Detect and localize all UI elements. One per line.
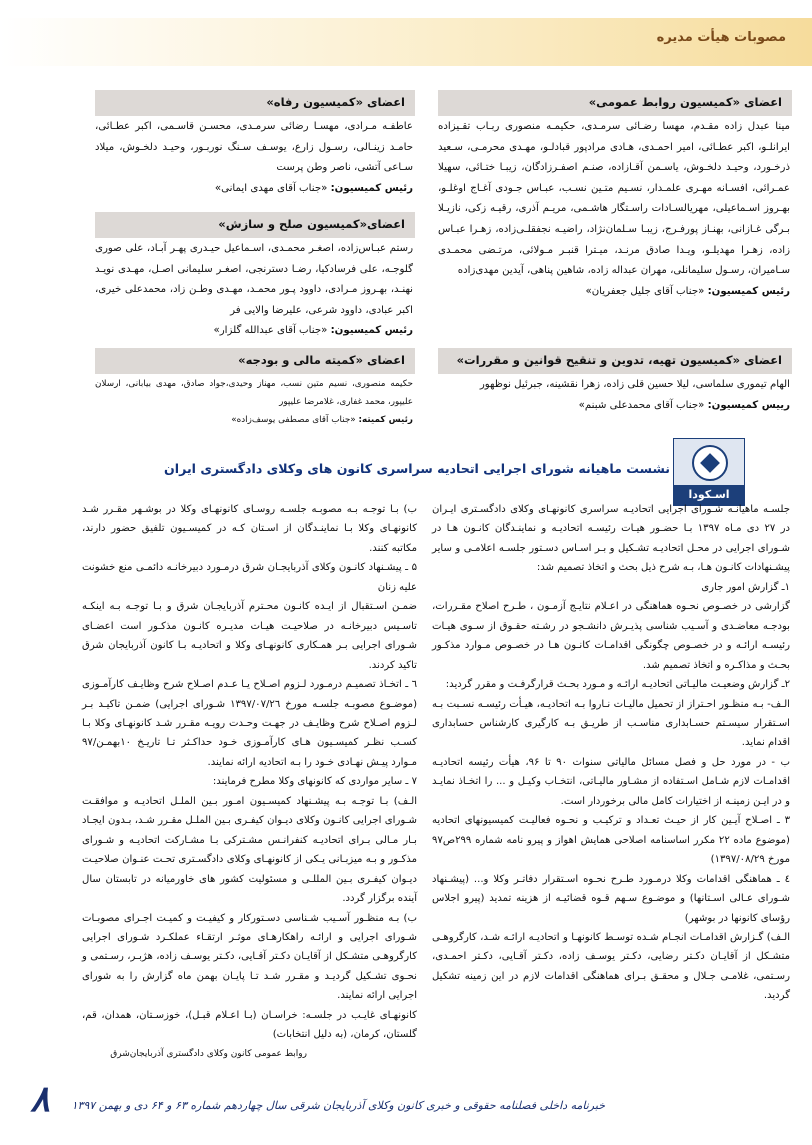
committee-members: عاطفـه مـرادی، مهسـا رضائی سرمـدی، محسـن قاسـمی، اکبر عطـائی، حامـد زینـالی، رسـول زارع، یوسـف سـنگ نوربـور، وحیـد دلخـوش، میلاد سـاعی آتشی، ناصر وطن پرست [95, 121, 413, 174]
paragraph: ضمـن اسـتقبال از ایـده کانـون محـترم آذربایجـان شرق و بـا توجـه بـه اینکـه تاسـیس دبیرخانـه در صلاحیـت هیـات مدیـره کانـون مذکـور است اعضـای شـورای اجرایی بـر همـکاری کانونهـای وکلا و اتحادیـه بـا کانون آذربایجان شرق تاکید کردند. [82, 601, 417, 671]
paragraph: ۷ ـ سایر مواردی که کانونهای وکلا مطرح فرمایند: [212, 776, 417, 788]
paragraph: ب) بـه منظـور آسـیب شـناسی دسـتورکار و کیفیـت و کمیـت اجـرای مصوبـات شـورای اجرایی و ارائـه راهکارهـای موثـر ارتقـاء عملکـرد شـورای اجرایی کارگروهـی متشـکل از آقایـان دکـتر آقـایی، دکـتر یوسـف زاده، هژبـر، رسـتمی و نحـوی تشـکیل گردیـد و مقـرر شـد تـا پایـان بهمن ماه گزارش را به شورای اجرایی ارائه نمایند. [82, 912, 417, 1002]
chair-name: «جناب آقای مصطفی یوسف‌زاده» [231, 415, 359, 426]
news-headline: نشست ماهیانه شورای اجرایی اتحادیه سراسری کانون های وکلای دادگستری ایران [164, 461, 670, 476]
chair-name: «جناب آقای مهدی ایمانی» [214, 182, 331, 194]
chair-name: «جناب آقای جلیل جعفریان» [585, 285, 708, 297]
committee-laws-body [438, 375, 790, 416]
paragraph: ب - در مورد حل و فصل مسائل مالیاتی سنوات ۹۰ تا ۹۶، هیأت رئیسه اتحادیـه اقدامـات لازم شـامل اسـتفاده از مشـاور مالیـاتی، انتخـاب وکیـل و ... را اتخـاذ نمایـد و در ایـن زمینـه از اختیارات کامل مالی برخوردار است. [432, 756, 790, 807]
emblem-icon [692, 445, 728, 481]
committee-chair [438, 282, 790, 303]
publication-footer: خبرنامه داخلی فصلنامه حقوقی و خبری کانون وکلای آذربایجان شرقی سال چهاردهم شماره ۶۳ و ۶۴ دی و بهمن ۱۳۹۷ [71, 1099, 605, 1112]
chair-label: رییس کمیسیون: [707, 399, 790, 411]
chair-label: رئیس کمیسیون: [330, 325, 413, 337]
news-column-left [82, 500, 417, 1064]
paragraph: الـف) بـا توجـه بـه پیشـنهاد کمیسـیون امـور بـین الملـل اتحادیـه و موافقـت شـورای اجرایی کانـون وکلای دیـوان کیفـری بـین الملـل مقـرر شـد، بـدون ایجـاد بـار مـالی بـرای اتحادیـه کنفرانـس مشـترکی بـا مشـارکت اتحادیـه و شـورای مذکـور و بـه میزبـانی یـکی از کانونهـای وکلای دادگسـتری تحـت عنـوان صلاحیـت دیـوان کیفـری بـین المللـی و مسئولیت کشور های خاورمیانه در تابستان سال آینده برگزار گردد. [82, 795, 417, 905]
committee-chair [95, 179, 413, 200]
paragraph: الـف) گـزارش اقدامـات انجـام شـده توسـط کانونهـا و اتحادیـه ارائـه شـد، کارگروهـی متشـکل از آقایـان دکـتر رضایی، دکـتر یوسـف زاده، دکـتر آقـایی، دکـتر احمـدی، رسـتمی، غلامـی جـلال و محقـق بـرای هماهنگی اقدامات لازم در این زمینه تشکیل گردید. [432, 931, 790, 1002]
page-number: ۸ [30, 1078, 50, 1120]
chair-name: «جناب آقای محمدعلی شبنم» [578, 399, 708, 411]
paragraph: جلسـه ماهیانـه شـورای اجرایی اتحادیـه سراسری کانونهـای وکلای دادگسـتری ایـران در ۲۷ دی مـاه ۱۳۹۷ بـا حضـور هیـات رئیسـه اتحادیـه و نماینـدگان کانـون هـا در شـورای اجرایی در محـل اتحادیـه تشـکیل و بـر اسـاس دسـتور جلسـه اعلامـی و سایر پیشـنهادات کانـون هـا، بـه شرح ذیل بحث و اتخاذ تصمیم شد: [432, 504, 790, 574]
paragraph: ب) بـا توجـه بـه مصوبـه جلسـه روسـای کانونهـای وکلا در بوشـهر مقـرر شـد کانونهـای وکلا بـا نماینـدگان از اسـتان کـه در کمیسـیون تلفیق حضور دارند، مکاتبه کنند. [82, 504, 417, 554]
committee-welfare-header: اعضای «کمیسیون رفاه» [95, 90, 415, 116]
news-column-right [432, 500, 790, 1006]
committee-chair [95, 321, 413, 342]
committee-members: رستم عبـاس‌زاده، اصغـر محمـدی، اسـماعیل حیـدری پهـر آبـاد، علی صوری گلوجـه، علی فرسادکیا، رضـا دسترنجی، اصغـر سلیمانی اصـل، مهـدی نویـد نهنـد، بهـروز مـرادی، داوود پـور محمـد، مهـدی وطـن زاد، محمدعلی خیری، اکبر عبادی، داوود شرعی، علیرضا والایی فر [95, 243, 413, 316]
committee-public-relations-body [438, 117, 790, 302]
paragraph: الـف- بـه منظـور احـتراز از تحمیل مالیـات نـاروا بـه اتحادیـه، هیـأت رئیسـه نسـبت بـه اسـتقرار سیسـتم حسـابداری مناسـب از طریـق بـه کارگیری کارشناس حسابداری اقدام نماید. [432, 698, 790, 749]
paragraph: ۳ ـ اصـلاح آیـین کار از حیـث تعـداد و ترکیـب و نحـوه فعالیـت کمیسیونهای اتحادیه (موضوع ماده ۲۲ مکرر اساسنامه اصلاحی همایش اهواز و پیرو نامه شماره ۲۹۹ص۹۷ مورخ ۱۳۹۷/۰۸/۲۹) [432, 815, 790, 866]
committee-members: مینا عبدل زاده مقـدم، مهسا رضـائی سرمـدی، حکیمـه منصوری ربـاب تقـیزاده ایرانلـو، اکبر عطـائی، امیر احمـدی، هـادی مرادپور قبادلـو، مهـدی محرمـی، سـعید ذرخـورد، وحیـد دلخـوش، یاسـمن آقـازاده، صنـم اصفـرزادگان، زیبـا ختـائی، سهیلا عمـرائی، افسـانه مهـری علمـدار، نسـیم متـین نسـب، عبـاس جـودی آغـاج اوغلـو، بهـروز اسـماعیلی، مهریالسـادات راسـتگار هاشـمی، مریـم آذری، رقیـه زکی، نازیـلا بـرگی غـازانی، بهنـاز پورفـرج، زیبـا سـلمان‌نژاد، راضیـه نجفقلـی‌زاده، زهـرا عبـاس زاده، زهـرا مهدیلـو، ویـدا صادق مرنـد، میـترا قنبـر مـولائی، مرتـضی محمـدی سـامیران، رسـول سلیمانلی، مهران عبداله زاده، شاهین پناهی، آیدین مهدی‌زاده [438, 121, 790, 277]
chair-name: «جناب آقای عبدالله گلزار» [213, 325, 331, 337]
chair-label: رئیس کمیسیون: [330, 182, 413, 194]
paragraph: کانونهـای غایـب در جلسـه: خراسـان (بـا اعـلام قبـل)، خوزسـتان، همدان، قم، گلستان، کرمان، (به دلیل انتخابات) [82, 1009, 417, 1041]
paragraph: گزارشی در خصـوص نحـوه هماهنگی در اعـلام نتایـج آزمـون ، طـرح اصلاح مقـررات، بودجـه معاضـدی و آسـیب شناسی پذیـرش دانشـجو در رشـته حقـوق از سـوی هیـات رئیسـه ارائـه و در خصـوص چگونگی اقدامـات کانـون هـا در خصـوص مـوارد مذکـور بحـث و مذاکـره و اتخاذ تصمیم شد. [432, 601, 790, 671]
paragraph: ۵ ـ پیشـنهاد کانـون وکلای آذربایجـان شرق درمـورد دبیرخانـه دائمـی منع خشونت علیه زنان [82, 562, 417, 593]
paragraph: ٦ ـ اتخـاذ تصمیـم درمـورد لـزوم اصـلاح یـا عـدم اصـلاح شرح وظایـف کارآمـوزی (موضـوع مصوبـه جلسـه مورخ ۱۳۹۷/۰۷/۲٦ شـورای اجرایی) ضمـن تاکیـد بـر لـزوم اصـلاح شرح وظایـف در جهـت وحـدت رویـه مقـرر شـد کانونهـای وکلا بـا کسـب نظـر کمیسـیون هـای کارآمـوزی خـود حداکـثر تـا تاریـخ ۱۰بهمـن/۹۷ مـوارد پیـش نهـادی خـود را بـه اتحادیه ارائه نمایند. [82, 679, 418, 768]
committee-chair [438, 396, 790, 417]
committee-laws-header: اعضای «کمیسیون تهیه، تدوین و تنقیح قوانین و مقررات» [438, 348, 792, 374]
section-title: مصوبات هیأت مدیره [656, 30, 786, 45]
paragraph: ۱ـ گزارش امور جاری [701, 581, 790, 593]
committee-public-relations-header: اعضای «کمیسیون روابط عمومی» [438, 90, 792, 116]
committee-members: الهام تیموری سلماسی، لیلا حسین قلی زاده، زهرا نقشینه، جبرئیل نوظهور [479, 379, 790, 390]
committee-finance-header: اعضای «کمیته مالی و بودجه» [95, 348, 415, 374]
paragraph: ٤ ـ هماهنگی اقدامات وکلا درمـورد طـرح نحـوه اسـتقرار دفاتـر وکلا و... (پیشـنهاد شـورای عـالی اسـتانها) و موضـوع سـهم قـوه قضائیـه از هزینه تمدید (پیرو اجلاس رؤسای کانونها در بوشهر) [432, 873, 790, 924]
chair-label: رئیس کمیته: [358, 415, 413, 426]
paragraph: ۲ـ گزارش وضعیـت مالیـاتی اتحادیـه ارائـه و مـورد بحـث قرارگرفـت و مقرر گردید: [445, 679, 790, 691]
committee-peace-header: اعضای«کمیسیون صلح و سازش» [95, 212, 415, 238]
iscoda-logo [673, 438, 745, 506]
committee-chair [95, 411, 413, 429]
logo-text: اسـکودا [674, 485, 744, 505]
chair-label: رئیس کمیسیون: [707, 285, 790, 297]
source-note: روابط عمومی کانون وکلای دادگستری آذربایجان‌شرق [110, 1048, 307, 1059]
committee-finance-body [95, 375, 413, 429]
committee-welfare-body [95, 117, 413, 199]
committee-members: حکیمه منصوری، نسیم متین نسب، مهناز وحیدی،جواد صادق، مهدی بیابانی، ارسلان علیپور، محمد غفاری، غلامرضا علیپور [95, 379, 413, 408]
committee-peace-body [95, 239, 413, 342]
